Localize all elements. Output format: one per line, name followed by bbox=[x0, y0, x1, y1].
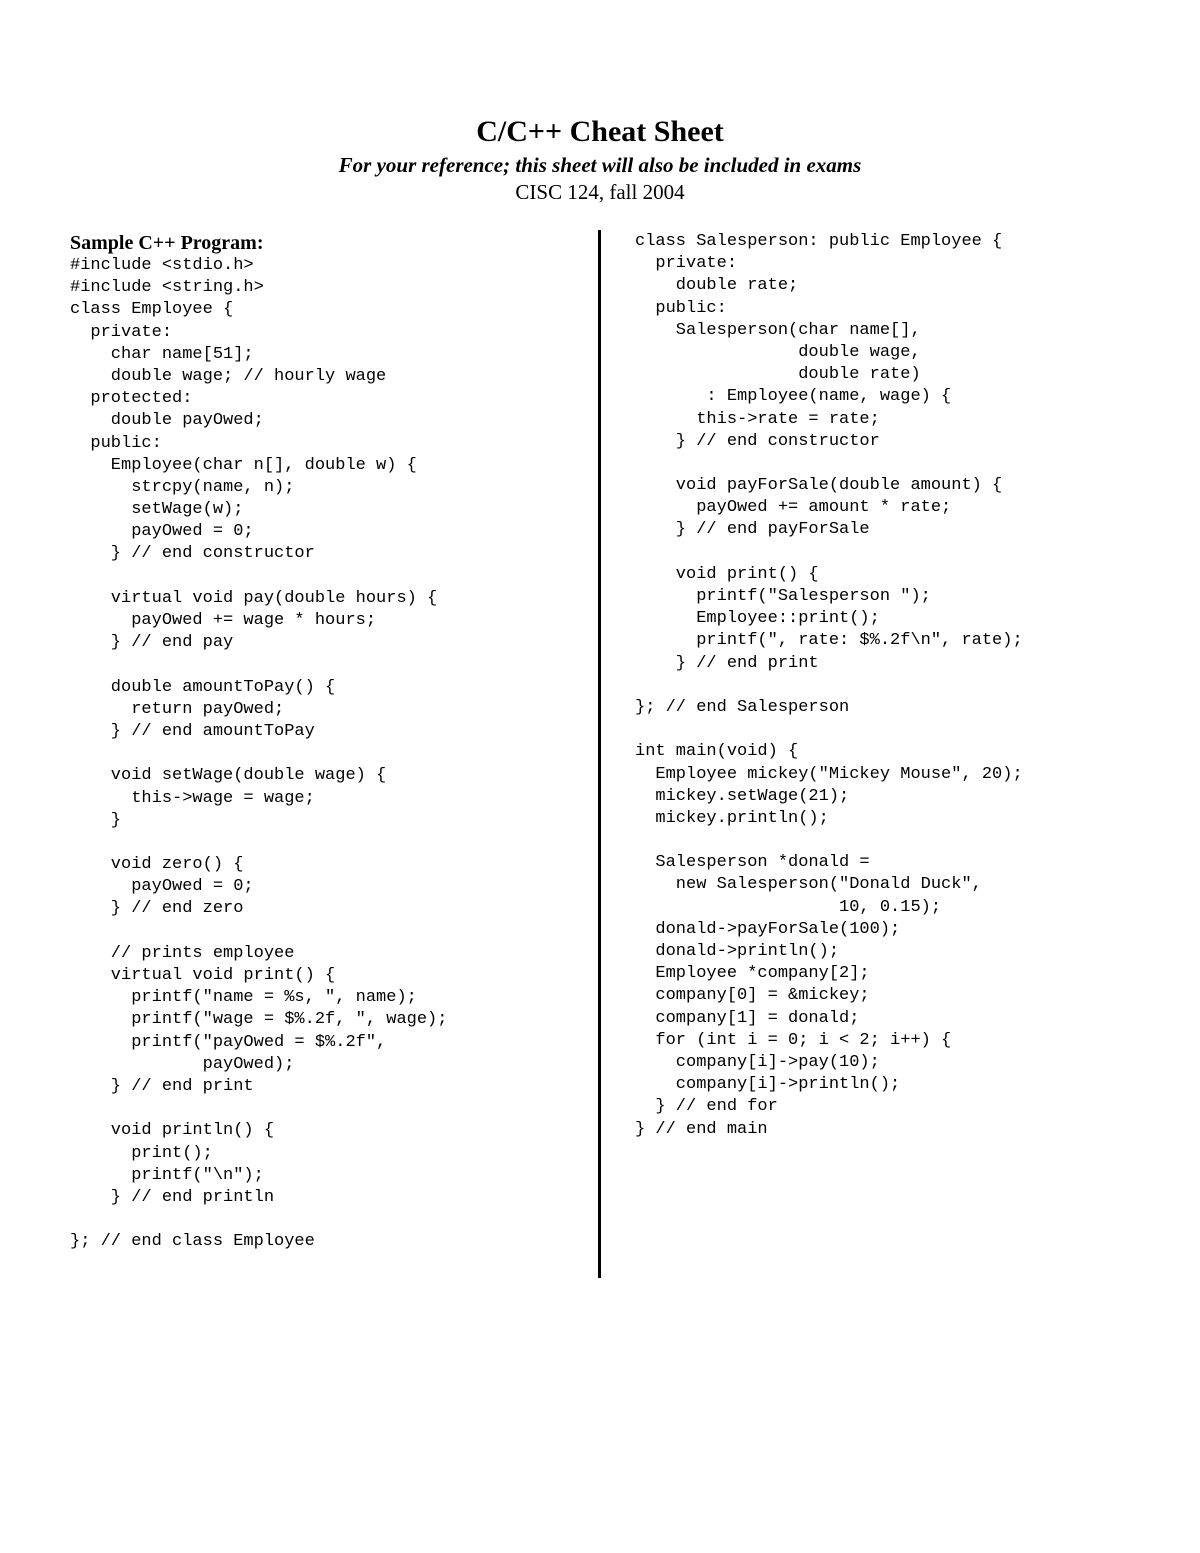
code-line: } // end print bbox=[635, 653, 819, 673]
code-line: Salesperson(char name[], bbox=[635, 320, 921, 340]
code-line bbox=[70, 654, 447, 676]
code-line: printf("wage = $%.2f, ", wage); bbox=[70, 1010, 448, 1030]
code-line: double amountToPay() { bbox=[70, 677, 336, 697]
page-subtitle: For your reference; this sheet will also be included in exams bbox=[338, 153, 862, 177]
code-line: } bbox=[70, 810, 122, 830]
code-line: company[i]->pay(10); bbox=[635, 1052, 880, 1072]
code-line: printf("\n"); bbox=[70, 1165, 264, 1185]
code-line bbox=[70, 743, 447, 765]
page-title: C/C++ Cheat Sheet bbox=[476, 115, 724, 148]
code-line: printf("Salesperson "); bbox=[635, 587, 931, 606]
code-line: double rate; bbox=[635, 276, 799, 296]
code-line: this->wage = wage; bbox=[70, 788, 315, 808]
code-line: private: bbox=[70, 322, 173, 342]
code-line: } // end zero bbox=[70, 899, 244, 919]
code-line: Employee(char n[], double w) { bbox=[70, 455, 417, 475]
code-line: donald->println(); bbox=[635, 942, 840, 961]
code-line: return payOwed; bbox=[70, 699, 285, 719]
code-line: void println() { bbox=[70, 1121, 275, 1141]
code-line: }; // end Salesperson bbox=[635, 697, 850, 717]
column-divider bbox=[598, 230, 601, 1278]
code-line: } // end amountToPay bbox=[70, 721, 315, 741]
code-line: void zero() { bbox=[70, 855, 244, 875]
code-line: new Salesperson("Donald Duck", bbox=[635, 875, 982, 895]
code-line bbox=[70, 1209, 447, 1231]
code-line: class Employee { bbox=[70, 300, 234, 320]
code-line: } // end constructor bbox=[635, 431, 880, 451]
code-line: company[0] = &mickey; bbox=[635, 986, 870, 1006]
code-line: double wage; // hourly wage bbox=[70, 366, 387, 386]
code-line bbox=[635, 830, 1023, 852]
code-line: protected: bbox=[70, 389, 193, 409]
code-line: private: bbox=[635, 254, 738, 274]
code-line: strcpy(name, n); bbox=[70, 477, 295, 497]
code-line: } // end constructor bbox=[70, 544, 315, 564]
code-line: // prints employee bbox=[70, 943, 295, 963]
code-line: Employee mickey("Mickey Mouse", 20); bbox=[635, 764, 1023, 784]
code-line: void payForSale(double amount) { bbox=[635, 476, 1003, 496]
course-info: CISC 124, fall 2004 bbox=[515, 180, 685, 204]
code-line: double rate) bbox=[635, 365, 921, 385]
code-line: } // end println bbox=[70, 1187, 275, 1207]
code-line bbox=[635, 675, 1023, 697]
code-line: Employee *company[2]; bbox=[635, 964, 870, 984]
section-heading: Sample C++ Program: bbox=[70, 232, 264, 254]
code-line: payOwed); bbox=[70, 1054, 295, 1074]
code-line: #include <stdio.h> bbox=[70, 256, 254, 275]
code-line: } // end main bbox=[635, 1119, 768, 1139]
code-line: virtual void print() { bbox=[70, 966, 336, 985]
code-line: mickey.setWage(21); bbox=[635, 786, 850, 806]
code-line: double wage, bbox=[635, 342, 921, 362]
code-line: public: bbox=[635, 298, 727, 318]
code-line: donald->payForSale(100); bbox=[635, 919, 901, 939]
code-line bbox=[635, 542, 1023, 564]
code-line: }; // end class Employee bbox=[70, 1232, 315, 1252]
code-line: payOwed += amount * rate; bbox=[635, 498, 952, 518]
code-line bbox=[635, 453, 1023, 475]
code-line: company[1] = donald; bbox=[635, 1008, 860, 1028]
code-line: public: bbox=[70, 433, 162, 453]
code-line: this->rate = rate; bbox=[635, 409, 880, 429]
code-line: Salesperson *donald = bbox=[635, 853, 870, 873]
code-line: class Salesperson: public Employee { bbox=[635, 232, 1003, 251]
code-line: for (int i = 0; i < 2; i++) { bbox=[635, 1030, 952, 1050]
code-line: void print() { bbox=[635, 564, 819, 584]
code-line: } // end payForSale bbox=[635, 520, 870, 540]
code-line bbox=[70, 566, 447, 588]
code-line: : Employee(name, wage) { bbox=[635, 387, 952, 407]
code-line bbox=[70, 1098, 447, 1120]
code-line: printf("payOwed = $%.2f", bbox=[70, 1032, 387, 1052]
code-line: #include <string.h> bbox=[70, 278, 264, 298]
code-line: int main(void) { bbox=[635, 742, 799, 762]
right-code-listing bbox=[635, 231, 1023, 1141]
code-line bbox=[70, 921, 447, 943]
code-line: void setWage(double wage) { bbox=[70, 766, 387, 786]
code-line: payOwed = 0; bbox=[70, 877, 254, 897]
code-line: } // end for bbox=[635, 1097, 778, 1117]
left-code-listing bbox=[70, 255, 447, 1253]
code-line: payOwed = 0; bbox=[70, 522, 254, 542]
code-line: mickey.println(); bbox=[635, 808, 829, 828]
code-line: print(); bbox=[70, 1143, 213, 1163]
code-line: } // end print bbox=[70, 1076, 254, 1096]
code-line bbox=[635, 719, 1023, 741]
code-line: 10, 0.15); bbox=[635, 897, 942, 917]
code-line: printf("name = %s, ", name); bbox=[70, 988, 417, 1008]
code-line: company[i]->println(); bbox=[635, 1075, 901, 1095]
code-line: char name[51]; bbox=[70, 344, 254, 364]
code-line: double payOwed; bbox=[70, 411, 264, 431]
document-header bbox=[0, 112, 1200, 206]
code-line bbox=[70, 832, 447, 854]
code-line: payOwed += wage * hours; bbox=[70, 611, 377, 630]
code-line: printf(", rate: $%.2f\n", rate); bbox=[635, 631, 1023, 651]
code-line: } // end pay bbox=[70, 633, 234, 653]
code-line: Employee::print(); bbox=[635, 609, 880, 629]
code-line: virtual void pay(double hours) { bbox=[70, 588, 438, 608]
code-line: setWage(w); bbox=[70, 500, 244, 520]
